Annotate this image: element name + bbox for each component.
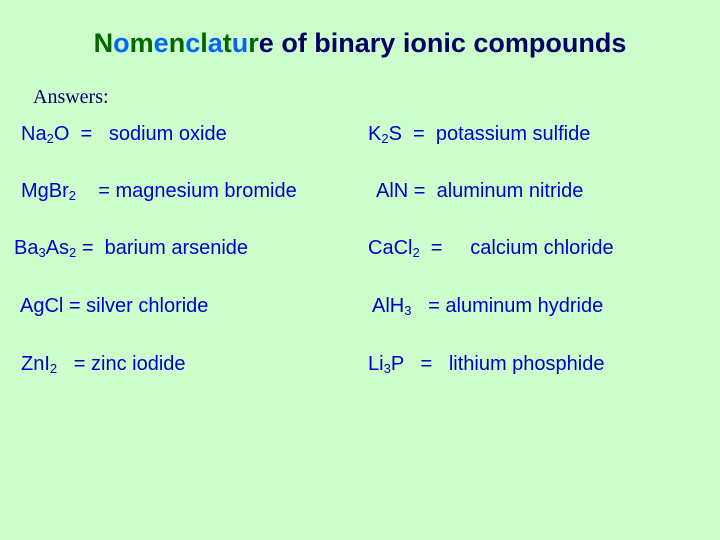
formula-symbol: ZnI <box>21 353 50 375</box>
answer-line-left-1 <box>21 124 227 144</box>
formula-subscript: 2 <box>68 188 77 203</box>
formula-symbol: Na <box>21 123 47 145</box>
title-letter: m <box>129 28 154 58</box>
title-letter: a <box>207 28 223 58</box>
compound-name: silver chloride <box>86 295 209 317</box>
formula-subscript: 2 <box>381 131 389 146</box>
title-letter: l <box>200 28 208 58</box>
chemical-formula <box>368 237 420 259</box>
equals-separator: = <box>408 180 437 202</box>
title-letter: t <box>222 28 232 58</box>
answer-line-right-3 <box>368 238 614 258</box>
title-letter: c <box>185 28 201 58</box>
answer-line-right-4 <box>372 296 603 316</box>
title-letter: n <box>168 28 186 58</box>
formula-subscript: 2 <box>49 361 58 376</box>
formula-symbol: O <box>53 123 70 145</box>
compound-name: magnesium bromide <box>115 180 297 202</box>
answer-line-right-1 <box>368 124 590 144</box>
formula-symbol: As <box>45 237 70 259</box>
chemical-formula <box>21 353 57 375</box>
answer-line-left-5 <box>21 354 186 374</box>
equals-separator: = <box>76 180 116 202</box>
compound-name: calcium chloride <box>470 237 614 259</box>
answer-line-left-2 <box>21 181 297 201</box>
equals-separator: = <box>63 295 87 317</box>
formula-symbol: AgCl <box>20 295 64 317</box>
formula-symbol: P <box>390 353 404 375</box>
chemical-formula <box>368 353 404 375</box>
chemical-formula <box>21 180 76 202</box>
chemical-formula <box>20 295 63 317</box>
equals-separator: = <box>57 353 92 375</box>
formula-symbol: Ba <box>14 237 39 259</box>
equals-separator: = <box>419 237 471 259</box>
formula-symbol: AlH <box>372 295 405 317</box>
chemical-formula <box>21 123 69 145</box>
compound-name: zinc iodide <box>91 353 186 375</box>
answer-line-right-2 <box>376 181 583 201</box>
formula-subscript: 2 <box>412 245 420 260</box>
answer-line-left-4 <box>20 296 208 316</box>
compound-name: sodium oxide <box>108 123 227 145</box>
answer-line-left-3 <box>14 238 248 258</box>
title-rest: e of binary ionic compounds <box>258 28 627 58</box>
formula-symbol: AlN <box>376 180 409 202</box>
title-letter: u <box>231 28 249 58</box>
compound-name: aluminum nitride <box>436 180 584 202</box>
title-letter: e <box>153 28 169 58</box>
chemical-formula <box>368 123 402 145</box>
title-letter: N <box>93 28 114 58</box>
compound-name: potassium sulfide <box>435 123 591 145</box>
compound-name: lithium phosphide <box>448 353 605 375</box>
equals-separator: = <box>411 295 446 317</box>
title-letter: o <box>113 28 130 58</box>
chemical-formula <box>372 295 411 317</box>
answer-line-right-5 <box>368 354 604 374</box>
title-letter: r <box>248 28 259 58</box>
formula-subscript: 3 <box>38 245 46 260</box>
compound-name: aluminum hydride <box>445 295 604 317</box>
formula-subscript: 3 <box>404 303 412 318</box>
formula-symbol: S <box>388 123 402 145</box>
answers-label: Answers: <box>33 86 109 108</box>
equals-separator: = <box>401 123 436 145</box>
chemical-formula <box>14 237 76 259</box>
equals-separator: = <box>76 237 105 259</box>
formula-symbol: K <box>368 123 382 145</box>
equals-separator: = <box>69 123 109 145</box>
formula-subscript: 2 <box>46 131 54 146</box>
chemical-formula <box>376 180 408 202</box>
formula-symbol: CaCl <box>368 237 413 259</box>
equals-separator: = <box>403 353 449 375</box>
formula-symbol: MgBr <box>21 180 69 202</box>
compound-name: barium arsenide <box>104 237 249 259</box>
formula-symbol: Li <box>368 353 384 375</box>
formula-subscript: 3 <box>383 361 391 376</box>
formula-subscript: 2 <box>69 245 77 260</box>
slide-title <box>0 28 720 59</box>
